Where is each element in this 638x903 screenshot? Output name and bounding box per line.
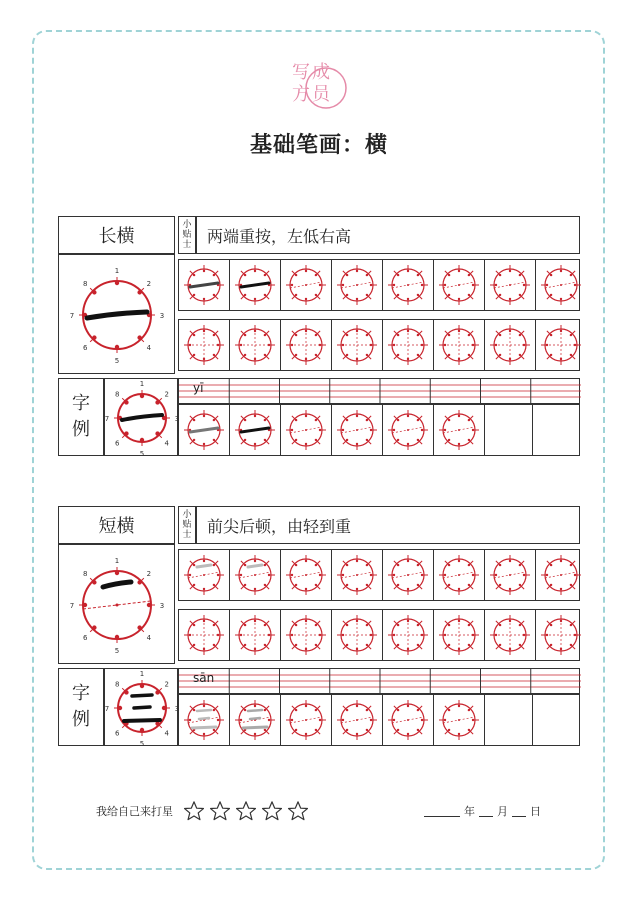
stroke-order-clock-icon xyxy=(59,255,176,375)
practice-row-blank xyxy=(178,609,580,661)
practice-cell[interactable] xyxy=(230,260,281,310)
practice-clock-icon xyxy=(230,405,280,455)
practice-cell[interactable] xyxy=(533,405,580,455)
svg-text:5: 5 xyxy=(114,357,120,365)
svg-text:3: 3 xyxy=(174,415,179,423)
example-char-icon xyxy=(105,669,179,747)
star-icon[interactable] xyxy=(183,800,205,822)
practice-cell[interactable] xyxy=(179,695,230,745)
practice-clock-icon xyxy=(281,260,331,310)
practice-clock-icon xyxy=(281,610,331,660)
svg-text:4: 4 xyxy=(146,343,152,352)
practice-clock-icon xyxy=(332,695,382,745)
practice-cell[interactable] xyxy=(179,550,230,600)
svg-text:5: 5 xyxy=(114,647,120,655)
practice-cell[interactable] xyxy=(332,610,383,660)
practice-cell[interactable] xyxy=(281,610,332,660)
practice-clock-icon xyxy=(281,550,331,600)
practice-cell[interactable] xyxy=(434,550,485,600)
svg-text:6: 6 xyxy=(115,729,120,738)
svg-text:2: 2 xyxy=(146,280,152,289)
stroke-order-clock-icon xyxy=(59,545,176,665)
svg-text:6: 6 xyxy=(115,439,120,448)
year-label: 年 xyxy=(464,805,475,818)
practice-clock-icon xyxy=(332,260,382,310)
practice-cell[interactable] xyxy=(485,320,536,370)
practice-cell[interactable] xyxy=(434,260,485,310)
practice-cell[interactable] xyxy=(434,405,485,455)
day-label: 日 xyxy=(530,805,541,818)
practice-clock-icon xyxy=(536,320,586,370)
star-rating[interactable] xyxy=(183,800,309,822)
svg-text:4: 4 xyxy=(146,633,152,642)
practice-clock-icon xyxy=(536,550,586,600)
practice-cell[interactable] xyxy=(434,610,485,660)
svg-text:员: 员 xyxy=(312,84,330,105)
practice-cell[interactable] xyxy=(485,610,536,660)
practice-clock-icon xyxy=(434,610,484,660)
practice-clock-icon xyxy=(230,610,280,660)
stroke-section-long xyxy=(58,216,580,456)
practice-clock-icon xyxy=(230,320,280,370)
stroke-name: 长横 xyxy=(58,216,175,254)
example-label: 字 例 xyxy=(58,668,104,746)
practice-cell[interactable] xyxy=(533,695,580,745)
practice-clock-icon xyxy=(281,405,331,455)
practice-cell[interactable] xyxy=(434,320,485,370)
example-char-icon xyxy=(105,379,179,457)
pinyin-row xyxy=(178,378,580,404)
practice-clock-icon xyxy=(332,405,382,455)
practice-clock-icon xyxy=(179,260,229,310)
svg-text:5: 5 xyxy=(139,450,145,457)
svg-text:1: 1 xyxy=(114,557,120,565)
practice-cell[interactable] xyxy=(383,550,434,600)
svg-text:3: 3 xyxy=(174,705,179,713)
practice-cell[interactable] xyxy=(383,610,434,660)
year-blank[interactable] xyxy=(424,806,460,817)
example-practice-row xyxy=(178,694,580,746)
tip-label: 小 贴 士 xyxy=(178,216,196,254)
pinyin-lines xyxy=(179,379,581,405)
practice-cell[interactable] xyxy=(536,550,586,600)
practice-clock-icon xyxy=(332,610,382,660)
practice-clock-icon xyxy=(179,405,229,455)
svg-text:8: 8 xyxy=(82,280,88,289)
svg-text:3: 3 xyxy=(159,602,165,610)
svg-text:2: 2 xyxy=(164,390,169,399)
practice-cell[interactable] xyxy=(536,260,586,310)
practice-clock-icon xyxy=(485,610,535,660)
svg-text:7: 7 xyxy=(105,705,110,713)
star-icon[interactable] xyxy=(287,800,309,822)
stroke-name: 短横 xyxy=(58,506,175,544)
page-title: 基础笔画：横 xyxy=(249,132,388,158)
practice-cell[interactable] xyxy=(230,550,281,600)
practice-clock-icon xyxy=(383,320,433,370)
day-blank[interactable] xyxy=(512,806,526,817)
date-field xyxy=(424,803,541,819)
star-icon[interactable] xyxy=(209,800,231,822)
practice-clock-icon xyxy=(230,695,280,745)
practice-cell[interactable] xyxy=(536,320,586,370)
practice-cell[interactable] xyxy=(332,260,383,310)
practice-cell[interactable] xyxy=(281,695,332,745)
svg-text:1: 1 xyxy=(139,670,145,678)
practice-cell[interactable] xyxy=(485,405,533,455)
practice-clock-icon xyxy=(179,610,229,660)
svg-text:6: 6 xyxy=(82,633,88,642)
practice-clock-icon xyxy=(383,260,433,310)
practice-clock-icon xyxy=(179,550,229,600)
practice-cell[interactable] xyxy=(230,610,281,660)
practice-clock-icon xyxy=(281,320,331,370)
stroke-demo-box xyxy=(58,544,175,664)
practice-cell[interactable] xyxy=(281,550,332,600)
practice-clock-icon xyxy=(383,695,433,745)
practice-clock-icon xyxy=(383,610,433,660)
star-icon[interactable] xyxy=(235,800,257,822)
tip-text: 前尖后顿，由轻到重 xyxy=(196,506,580,544)
practice-cell[interactable] xyxy=(332,695,383,745)
self-rating xyxy=(96,800,309,822)
svg-text:4: 4 xyxy=(164,729,169,738)
practice-clock-icon xyxy=(332,320,382,370)
example-label: 字 例 xyxy=(58,378,104,456)
practice-clock-icon xyxy=(434,260,484,310)
svg-text:8: 8 xyxy=(115,680,120,689)
practice-cell[interactable] xyxy=(485,550,536,600)
svg-text:7: 7 xyxy=(105,415,110,423)
practice-cell[interactable] xyxy=(281,405,332,455)
example-char-box xyxy=(104,668,178,746)
example-char-box xyxy=(104,378,178,456)
practice-clock-icon xyxy=(434,695,484,745)
pinyin-lines xyxy=(179,669,581,695)
svg-text:7: 7 xyxy=(69,602,75,610)
practice-clock-icon xyxy=(485,550,535,600)
rating-label: 我给自己来打星 xyxy=(96,805,173,818)
stroke-section-short xyxy=(58,506,580,746)
svg-text:5: 5 xyxy=(139,740,145,747)
svg-text:3: 3 xyxy=(159,312,165,320)
practice-cell[interactable] xyxy=(383,260,434,310)
practice-row-demo xyxy=(178,549,580,601)
practice-cell[interactable] xyxy=(230,405,281,455)
stroke-demo-box xyxy=(58,254,175,374)
practice-clock-icon xyxy=(485,260,535,310)
pinyin-row xyxy=(178,668,580,694)
practice-cell[interactable] xyxy=(383,405,434,455)
practice-cell[interactable] xyxy=(281,320,332,370)
practice-cell[interactable] xyxy=(485,695,533,745)
pinyin-text: yī xyxy=(193,381,204,395)
example-practice-row xyxy=(178,404,580,456)
practice-clock-icon xyxy=(434,320,484,370)
practice-clock-icon xyxy=(281,695,331,745)
tip-text: 两端重按，左低右高 xyxy=(196,216,580,254)
svg-text:1: 1 xyxy=(139,380,145,388)
star-icon[interactable] xyxy=(261,800,283,822)
svg-text:8: 8 xyxy=(115,390,120,399)
practice-cell[interactable] xyxy=(179,405,230,455)
svg-text:1: 1 xyxy=(114,267,120,275)
pinyin-text: sān xyxy=(193,671,215,685)
practice-cell[interactable] xyxy=(281,260,332,310)
practice-cell[interactable] xyxy=(179,260,230,310)
practice-clock-icon xyxy=(383,405,433,455)
practice-cell[interactable] xyxy=(332,550,383,600)
practice-clock-icon xyxy=(434,550,484,600)
practice-clock-icon xyxy=(230,260,280,310)
practice-clock-icon xyxy=(179,320,229,370)
practice-cell[interactable] xyxy=(434,695,485,745)
practice-cell[interactable] xyxy=(179,320,230,370)
svg-text:方: 方 xyxy=(292,84,310,105)
practice-clock-icon xyxy=(383,550,433,600)
practice-row-blank xyxy=(178,319,580,371)
practice-clock-icon xyxy=(332,550,382,600)
practice-clock-icon xyxy=(179,695,229,745)
practice-clock-icon xyxy=(230,550,280,600)
practice-row-demo xyxy=(178,259,580,311)
practice-cell[interactable] xyxy=(485,260,536,310)
practice-clock-icon xyxy=(434,405,484,455)
practice-cell[interactable] xyxy=(332,405,383,455)
svg-text:7: 7 xyxy=(69,312,75,320)
practice-cell[interactable] xyxy=(332,320,383,370)
month-label: 月 xyxy=(497,805,508,818)
practice-cell[interactable] xyxy=(230,320,281,370)
svg-text:成: 成 xyxy=(312,62,330,83)
brand-logo-icon xyxy=(286,52,350,112)
svg-text:8: 8 xyxy=(82,570,88,579)
svg-text:写: 写 xyxy=(292,62,310,83)
svg-text:2: 2 xyxy=(146,570,152,579)
practice-cell[interactable] xyxy=(383,695,434,745)
svg-text:6: 6 xyxy=(82,343,88,352)
svg-text:2: 2 xyxy=(164,680,169,689)
practice-clock-icon xyxy=(536,260,586,310)
practice-cell[interactable] xyxy=(179,610,230,660)
tip-label: 小 贴 士 xyxy=(178,506,196,544)
practice-clock-icon xyxy=(485,320,535,370)
practice-cell[interactable] xyxy=(230,695,281,745)
practice-clock-icon xyxy=(536,610,586,660)
practice-cell[interactable] xyxy=(536,610,586,660)
practice-cell[interactable] xyxy=(383,320,434,370)
svg-text:4: 4 xyxy=(164,439,169,448)
month-blank[interactable] xyxy=(479,806,493,817)
